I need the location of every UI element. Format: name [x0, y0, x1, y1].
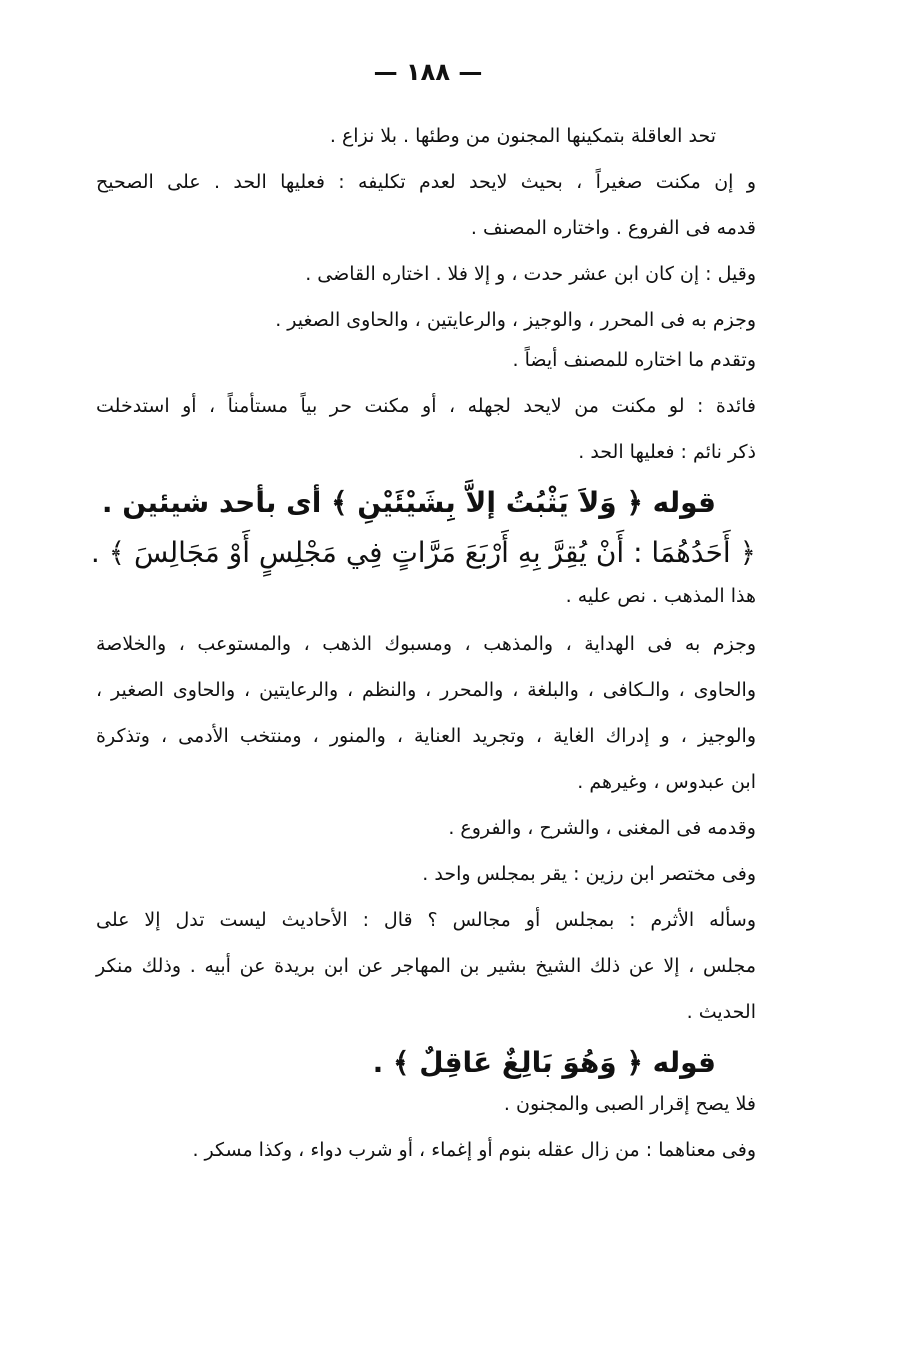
text-line: وتقدم ما اختاره للمصنف أيضاً . — [512, 349, 756, 371]
text-line: فلا يصح إقرار الصبى والمجنون . — [503, 1093, 756, 1115]
text-line: ابن عبدوس ، وغيرهم . — [577, 771, 756, 793]
text-line: فائدة : لو مكنت من لايحد لجهله ، أو مكنت حر بياً مستأمناً ، أو استدخلت — [96, 395, 756, 417]
page-number: — ١٨٨ — — [373, 58, 483, 86]
quoted-heading: ﴿ أَحَدُهُمَا : أَنْ يُقِرَّ بِهِ أَرْبَعَ مَرَّاتٍ فِي مَجْلِسٍ أَوْ مَجَالِسَ ﴾ . — [90, 536, 756, 569]
text-line: و إن مكنت صغيراً ، بحيث لايحد لعدم تكليفه : فعليها الحد . على الصحيح — [96, 171, 756, 193]
text-line: ذكر نائم : فعليها الحد . — [578, 441, 756, 463]
body-text — [90, 124, 756, 1184]
text-line: مجلس ، إلا عن ذلك الشيخ بشير بن المهاجر عن ابن بريدة عن أبيه . وذلك منكر — [96, 955, 756, 977]
text-line: الحديث . — [686, 1001, 756, 1023]
text-line: والحاوى ، والـكافى ، والبلغة ، والمحرر ، والنظم ، والرعايتين ، والحاوى الصغير ، — [96, 679, 756, 701]
text-line: وسأله الأثرم : بمجلس أو مجالس ؟ قال : الأحاديث ليست تدل إلا على — [96, 909, 756, 931]
text-line: تحد العاقلة بتمكينها المجنون من وطئها . بلا نزاع . — [329, 125, 716, 147]
text-line: وقيل : إن كان ابن عشر حدت ، و إلا فلا . اختاره القاضى . — [305, 263, 756, 285]
text-line: وفى مختصر ابن رزين : يقر بمجلس واحد . — [422, 863, 756, 885]
text-line: هذا المذهب . نص عليه . — [565, 585, 756, 607]
text-line: وقدمه فى المغنى ، والشرح ، والفروع . — [448, 817, 756, 839]
text-line: وجزم به فى المحرر ، والوجيز ، والرعايتين ، والحاوى الصغير . — [275, 309, 756, 331]
text-line: وجزم به فى الهداية ، والمذهب ، ومسبوك الذهب ، والمستوعب ، والخلاصة — [96, 633, 756, 655]
quoted-heading: قوله ﴿ وَلاَ يَثْبُتُ إلاَّ بِشَيْئَيْنِ ﴾ أى بأحد شيئين . — [101, 486, 716, 519]
text-line: والوجيز ، و إدراك الغاية ، وتجريد العناية ، والمنور ، ومنتخب الأدمى ، وتذكرة — [96, 725, 756, 747]
text-line: قدمه فى الفروع . واختاره المصنف . — [470, 217, 756, 239]
quoted-heading: قوله ﴿ وَهُوَ بَالِغٌ عَاقِلٌ ﴾ . — [372, 1046, 716, 1079]
text-line: وفى معناهما : من زال عقله بنوم أو إغماء ، أو شرب دواء ، وكذا مسكر . — [192, 1139, 756, 1161]
